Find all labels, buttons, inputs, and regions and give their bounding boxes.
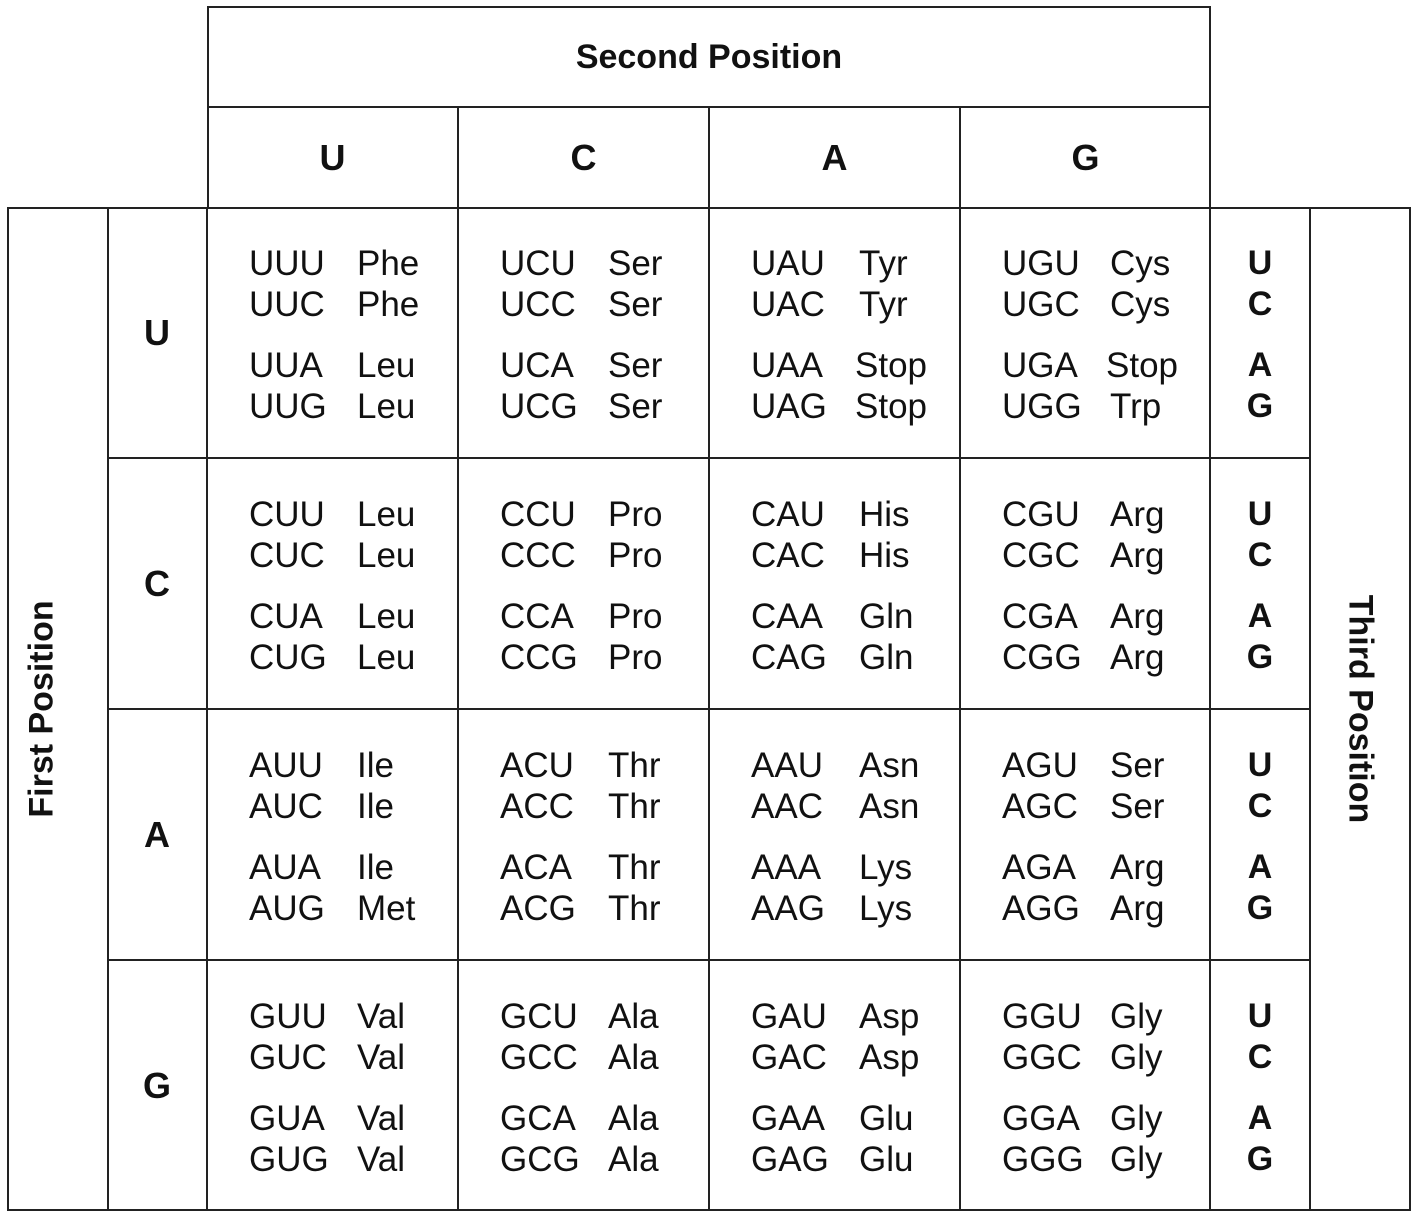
third-position-title: Third Position <box>1341 594 1380 824</box>
codon-entry <box>249 284 449 325</box>
amino-acid: Ile <box>357 746 394 785</box>
amino-acid: Leu <box>357 387 416 426</box>
codon: CAC <box>751 536 825 575</box>
codon-entry <box>751 888 951 929</box>
codon-entry <box>500 1037 700 1078</box>
amino-acid: Gly <box>1110 1038 1163 1077</box>
amino-acid: Ser <box>608 285 663 324</box>
codon: GAG <box>751 1140 829 1179</box>
codon: AGG <box>1002 889 1080 928</box>
amino-acid: Ser <box>608 346 663 385</box>
codon: AUC <box>249 787 323 826</box>
codon-entry <box>1002 1139 1202 1180</box>
codon: GGC <box>1002 1038 1082 1077</box>
amino-acid: Leu <box>357 597 416 636</box>
codon: UGU <box>1002 244 1080 283</box>
codon: GGA <box>1002 1099 1080 1138</box>
codon-entry <box>1002 1098 1202 1139</box>
amino-acid: Val <box>357 1140 405 1179</box>
codon: GGG <box>1002 1140 1084 1179</box>
codon-entry <box>1002 847 1202 888</box>
first-base-u: U <box>144 311 170 353</box>
codon-entry <box>751 284 951 325</box>
codon: CAU <box>751 495 825 534</box>
amino-acid: Thr <box>608 889 661 928</box>
second-base-c: C <box>570 136 597 178</box>
amino-acid: Gln <box>859 597 914 636</box>
codon-entry <box>1002 745 1202 786</box>
amino-acid: Ser <box>1110 746 1165 785</box>
codon-entry <box>500 1098 700 1139</box>
third-base-c: C <box>1247 1038 1273 1076</box>
codon: CCG <box>500 638 578 677</box>
codon: UUG <box>249 387 327 426</box>
amino-acid: Val <box>357 1038 405 1077</box>
codon: CGG <box>1002 638 1082 677</box>
codon: GUU <box>249 997 327 1036</box>
amino-acid: Leu <box>357 346 416 385</box>
codon: AGC <box>1002 787 1078 826</box>
amino-acid: Cys <box>1110 244 1171 283</box>
codon-entry <box>249 535 449 576</box>
third-base-a: A <box>1247 597 1273 635</box>
codon: ACU <box>500 746 574 785</box>
codon: CCU <box>500 495 576 534</box>
codon: AGA <box>1002 848 1076 887</box>
codon: UAC <box>751 285 825 324</box>
amino-acid: Ala <box>608 997 659 1036</box>
amino-acid: Trp <box>1110 387 1162 426</box>
third-base-u: U <box>1247 495 1273 533</box>
codon-entry <box>751 345 951 386</box>
codon: UAG <box>751 387 827 426</box>
first-base-g: G <box>142 1064 171 1106</box>
codon: UCU <box>500 244 576 283</box>
amino-acid: Arg <box>1110 597 1165 636</box>
row-divider <box>107 708 1311 710</box>
amino-acid: Asn <box>859 746 920 785</box>
codon-entry <box>751 535 951 576</box>
third-base-a: A <box>1247 1099 1273 1137</box>
third-base-u: U <box>1247 746 1273 784</box>
codon-entry <box>500 535 700 576</box>
amino-acid: Ala <box>608 1099 659 1138</box>
amino-acid: Arg <box>1110 889 1165 928</box>
codon: GAA <box>751 1099 825 1138</box>
codon-entry <box>1002 1037 1202 1078</box>
codon-entry <box>1002 494 1202 535</box>
amino-acid: Lys <box>859 889 913 928</box>
amino-acid: Ser <box>1110 787 1165 826</box>
codon-entry <box>751 1139 951 1180</box>
codon: GUA <box>249 1099 325 1138</box>
codon: GCA <box>500 1099 576 1138</box>
amino-acid: Leu <box>357 495 416 534</box>
codon-entry <box>500 345 700 386</box>
first-base-c: C <box>144 562 170 604</box>
codon: CAG <box>751 638 827 677</box>
amino-acid: Pro <box>608 597 663 636</box>
codon: GCG <box>500 1140 580 1179</box>
third-base-g: G <box>1246 387 1274 425</box>
codon: CCA <box>500 597 574 636</box>
codon-entry <box>1002 786 1202 827</box>
codon-entry <box>249 243 449 284</box>
codon: AUU <box>249 746 323 785</box>
codon-entry <box>751 1098 951 1139</box>
codon-entry <box>249 786 449 827</box>
amino-acid: Arg <box>1110 495 1165 534</box>
codon-entry <box>500 243 700 284</box>
amino-acid: Leu <box>357 638 416 677</box>
codon-entry <box>751 386 951 427</box>
column-divider <box>959 106 961 1211</box>
amino-acid: Arg <box>1110 848 1165 887</box>
amino-acid: Cys <box>1110 285 1171 324</box>
codon: UAU <box>751 244 825 283</box>
second-base-u: U <box>319 136 346 178</box>
second-base-g: G <box>1071 136 1100 178</box>
amino-acid: Val <box>357 1099 405 1138</box>
amino-acid: Thr <box>608 848 661 887</box>
codon-entry <box>249 888 449 929</box>
codon-entry <box>1002 888 1202 929</box>
codon: AAU <box>751 746 823 785</box>
codon: CAA <box>751 597 823 636</box>
codon-entry <box>751 745 951 786</box>
codon-entry <box>1002 596 1202 637</box>
third-base-a: A <box>1247 848 1273 886</box>
column-divider <box>708 106 710 1211</box>
amino-acid: Glu <box>859 1099 914 1138</box>
third-base-u: U <box>1247 997 1273 1035</box>
codon-entry <box>751 786 951 827</box>
amino-acid: Leu <box>357 536 416 575</box>
codon-entry <box>751 847 951 888</box>
codon: UCA <box>500 346 574 385</box>
codon-entry <box>500 1139 700 1180</box>
codon: CUG <box>249 638 327 677</box>
codon: AAC <box>751 787 823 826</box>
amino-acid: Glu <box>859 1140 914 1179</box>
codon: UGC <box>1002 285 1080 324</box>
codon: GCU <box>500 997 578 1036</box>
third-base-a: A <box>1247 346 1273 384</box>
codon-entry <box>1002 243 1202 284</box>
codon: AGU <box>1002 746 1078 785</box>
codon-entry <box>500 637 700 678</box>
third-base-g: G <box>1246 1140 1274 1178</box>
amino-acid: Pro <box>608 638 663 677</box>
second-base-a: A <box>821 136 848 178</box>
codon-entry <box>249 996 449 1037</box>
amino-acid: Phe <box>357 244 420 283</box>
amino-acid: Thr <box>608 787 661 826</box>
amino-acid: Ala <box>608 1140 659 1179</box>
codon: GUC <box>249 1038 327 1077</box>
codon-entry <box>751 596 951 637</box>
codon: AAG <box>751 889 825 928</box>
codon: GUG <box>249 1140 329 1179</box>
amino-acid: His <box>859 536 910 575</box>
codon-entry <box>500 745 700 786</box>
column-divider <box>457 106 459 1211</box>
amino-acid: Lys <box>859 848 913 887</box>
codon: UCG <box>500 387 578 426</box>
codon-entry <box>500 494 700 535</box>
codon: CGU <box>1002 495 1080 534</box>
codon-entry <box>500 888 700 929</box>
codon-entry <box>249 1139 449 1180</box>
amino-acid: Stop <box>1106 346 1178 385</box>
codon: UUU <box>249 244 325 283</box>
codon-entry <box>500 847 700 888</box>
amino-acid: Ser <box>608 387 663 426</box>
amino-acid: Ser <box>608 244 663 283</box>
codon-entry <box>249 745 449 786</box>
codon: AAA <box>751 848 822 887</box>
third-base-u: U <box>1247 244 1273 282</box>
amino-acid: Val <box>357 997 405 1036</box>
row-divider <box>107 959 1311 961</box>
codon-entry <box>249 494 449 535</box>
codon: CCC <box>500 536 576 575</box>
codon: ACA <box>500 848 572 887</box>
codon-entry <box>751 243 951 284</box>
codon: GGU <box>1002 997 1082 1036</box>
codon: CGA <box>1002 597 1078 636</box>
codon-entry <box>1002 637 1202 678</box>
amino-acid: Thr <box>608 746 661 785</box>
codon: UUC <box>249 285 325 324</box>
codon-entry <box>751 494 951 535</box>
codon-entry <box>249 637 449 678</box>
amino-acid: Arg <box>1110 536 1165 575</box>
amino-acid: Stop <box>855 387 927 426</box>
codon-entry <box>1002 386 1202 427</box>
amino-acid: Gln <box>859 638 914 677</box>
codon-entry <box>751 637 951 678</box>
codon: CUA <box>249 597 323 636</box>
amino-acid: Stop <box>855 346 927 385</box>
third-base-c: C <box>1247 787 1273 825</box>
codon-entry <box>1002 535 1202 576</box>
codon: UGG <box>1002 387 1082 426</box>
amino-acid: Pro <box>608 495 663 534</box>
codon: AUA <box>249 848 321 887</box>
amino-acid: Ile <box>357 848 394 887</box>
codon-entry <box>1002 284 1202 325</box>
amino-acid: Asp <box>859 997 920 1036</box>
codon: ACC <box>500 787 574 826</box>
row-divider <box>107 457 1311 459</box>
codon-entry <box>249 596 449 637</box>
codon: ACG <box>500 889 576 928</box>
codon-entry <box>751 996 951 1037</box>
codon-entry <box>500 386 700 427</box>
codon-entry <box>249 1098 449 1139</box>
amino-acid: Gly <box>1110 1099 1163 1138</box>
codon: CUC <box>249 536 325 575</box>
third-base-g: G <box>1246 889 1274 927</box>
codon: CGC <box>1002 536 1080 575</box>
amino-acid: Ala <box>608 1038 659 1077</box>
first-base-a: A <box>144 813 170 855</box>
amino-acid: Tyr <box>859 285 908 324</box>
codon-entry <box>500 786 700 827</box>
amino-acid: Ile <box>357 787 394 826</box>
amino-acid: Phe <box>357 285 420 324</box>
first-position-title: First Position <box>22 600 61 818</box>
codon: UGA <box>1002 346 1078 385</box>
amino-acid: Tyr <box>859 244 908 283</box>
third-base-c: C <box>1247 285 1273 323</box>
codon: UUA <box>249 346 323 385</box>
codon: UAA <box>751 346 823 385</box>
amino-acid: His <box>859 495 910 534</box>
codon-entry <box>1002 996 1202 1037</box>
amino-acid: Asn <box>859 787 920 826</box>
amino-acid: Gly <box>1110 1140 1163 1179</box>
codon-entry <box>500 996 700 1037</box>
codon-entry <box>1002 345 1202 386</box>
codon: GAC <box>751 1038 827 1077</box>
codon: AUG <box>249 889 325 928</box>
amino-acid: Met <box>357 889 416 928</box>
codon: UCC <box>500 285 576 324</box>
codon: GCC <box>500 1038 578 1077</box>
codon: GAU <box>751 997 827 1036</box>
codon-entry <box>249 1037 449 1078</box>
codon-entry <box>751 1037 951 1078</box>
amino-acid: Pro <box>608 536 663 575</box>
codon-entry <box>249 847 449 888</box>
third-base-c: C <box>1247 536 1273 574</box>
amino-acid: Gly <box>1110 997 1163 1036</box>
amino-acid: Asp <box>859 1038 920 1077</box>
codon-entry <box>500 284 700 325</box>
second-position-title: Second Position <box>575 37 843 76</box>
amino-acid: Arg <box>1110 638 1165 677</box>
codon-entry <box>249 345 449 386</box>
third-base-g: G <box>1246 638 1274 676</box>
codon-entry <box>500 596 700 637</box>
codon: CUU <box>249 495 325 534</box>
codon-entry <box>249 386 449 427</box>
